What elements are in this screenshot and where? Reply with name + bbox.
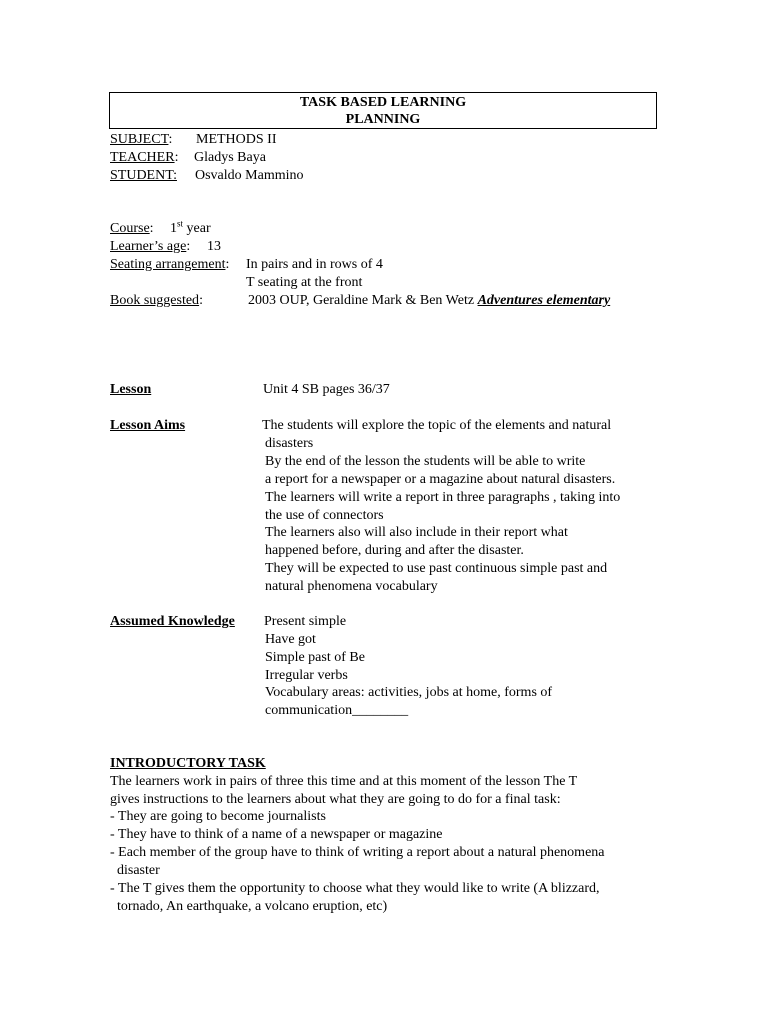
intro-line-4: - Each member of the group have to think of writing a report about a natural phenomena [110,845,605,860]
intro-heading: INTRODUCTORY TASK [110,756,266,771]
student-label: STUDENT: [110,168,177,183]
book-sep: : [199,293,203,308]
book-row [110,292,203,310]
aims-line-3: a report for a newspaper or a magazine about natural disasters. [265,472,616,487]
seating-label: Seating arrangement [110,257,226,272]
course-value [170,220,211,238]
teacher-row [110,149,178,167]
age-value: 13 [207,239,221,254]
intro-line-3: - They have to think of a name of a newspaper or magazine [110,827,443,842]
course-row [110,220,154,238]
intro-line-1: gives instructions to the learners about what they are going to do for a final task: [110,792,561,807]
knowledge-label: Assumed Knowledge [110,614,235,629]
aims-line-4: The learners will write a report in three paragraphs , taking into [265,490,621,505]
intro-line-6: - The T gives them the opportunity to choose what they would like to write (A blizzard, [110,881,600,896]
age-sep: : [186,239,191,254]
seating-value-2: T seating at the front [246,275,363,290]
teacher-sep: : [174,150,179,165]
aims-line-8: They will be expected to use past continuous simple past and [265,561,608,576]
aims-line-7: happened before, during and after the disaster. [265,543,524,558]
subject-label: SUBJECT [110,132,169,147]
seating-row [110,256,229,274]
course-label: Course [110,221,150,236]
lesson-value: Unit 4 SB pages 36/37 [263,382,390,397]
course-value-sup: st [177,218,184,229]
teacher-value: Gladys Baya [194,150,266,165]
book-publisher: 2003 OUP, Geraldine Mark & Ben Wetz [248,293,475,308]
seating-value-1: In pairs and in rows of 4 [246,257,383,272]
book-value [248,292,610,310]
intro-line-5: disaster [110,863,160,878]
seating-sep: : [225,257,230,272]
book-label: Book suggested [110,293,200,308]
course-value-num: 1 [170,221,177,236]
aims-line-0: The students will explore the topic of the elements and natural [262,418,612,433]
subject-row [110,131,172,149]
teacher-label: TEACHER [110,150,175,165]
age-row [110,238,190,256]
intro-line-2: - They are going to become journalists [110,809,326,824]
knowledge-line-1: Have got [265,632,316,647]
intro-line-7: tornado, An earthquake, a volcano eruption, etc) [110,899,388,914]
aims-line-1: disasters [265,436,314,451]
aims-line-9: natural phenomena vocabulary [265,579,438,594]
knowledge-line-0: Present simple [264,614,347,629]
aims-line-2: By the end of the lesson the students will be able to write [265,454,586,469]
knowledge-line-4: Vocabulary areas: activities, jobs at home, forms of [265,685,553,700]
aims-line-5: the use of connectors [265,508,384,523]
book-title: Adventures elementary [477,293,611,308]
aims-line-6: The learners also will also include in their report what [265,525,568,540]
knowledge-line-3: Irregular verbs [265,668,348,683]
lesson-label: Lesson [110,382,152,397]
course-sep: : [149,221,154,236]
age-label: Learner’s age [110,239,187,254]
subject-value: METHODS II [196,132,277,147]
student-value: Osvaldo Mammino [195,168,304,183]
knowledge-line-5: communication________ [265,703,409,718]
title-line-2: PLANNING [345,112,421,127]
course-value-rest: year [183,221,211,236]
knowledge-line-2: Simple past of Be [265,650,365,665]
title-line-1: TASK BASED LEARNING [299,95,467,110]
intro-line-0: The learners work in pairs of three this time and at this moment of the lesson The T [110,774,578,789]
subject-sep: : [168,132,173,147]
aims-label: Lesson Aims [110,418,186,433]
title-box [109,92,657,129]
student-row [110,167,177,185]
